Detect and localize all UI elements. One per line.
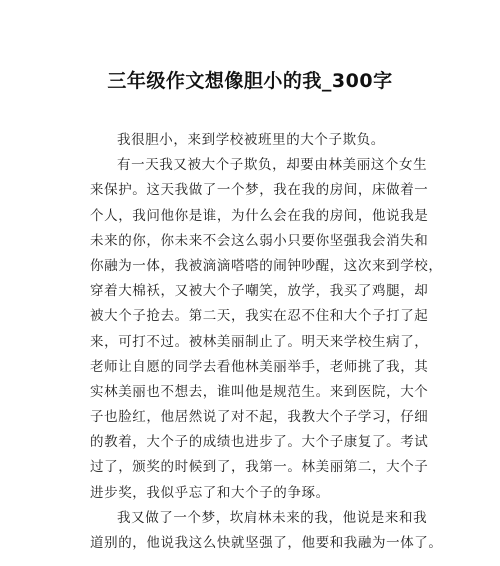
essay-line: 过了，颁奖的时候到了，我第一。林美丽第二，大个子 (90, 459, 429, 476)
essay-line: 来保护。这天我做了一个梦，我在我的房间，床做着一 (90, 182, 429, 199)
essay-line: 个人，我问他你是谁，为什么会在我的房间，他说我是 (90, 207, 429, 224)
essay-line: 你融为一体，我被滴滴嗒嗒的闹钟吵醒，这次来到学校， (90, 257, 443, 274)
essay-line: 我很胆小，来到学校被班里的大个子欺负。 (117, 132, 385, 148)
page-title: 三年级作文想像胆小的我_300字 (107, 70, 393, 92)
essay-line: 来，可打不过。被林美丽制止了。明天来学校生病了， (90, 333, 429, 350)
essay-line: 子也脸红，他居然说了对不起，我教大个子学习，仔细 (90, 409, 429, 426)
essay-line: 实林美丽也不想去，谁叫他是规范生。来到医院，大个 (90, 383, 429, 400)
essay-line: 道别的，他说我这么快就坚强了，他要和我融为一体了。 (90, 535, 443, 551)
essay-line: 未来的你，你未来不会这么弱小只要你坚强我会消失和 (90, 232, 429, 249)
essay-line: 我又做了一个梦，坎肩林未来的我，他说是来和我 (117, 509, 428, 526)
essay-line: 进步奖，我似乎忘了和大个子的争琢。 (90, 484, 330, 501)
essay-line: 被大个子抢去。第二天，我实在忍不住和大个子打了起 (90, 308, 429, 325)
essay-line: 的教着，大个子的成绩也进步了。大个子康复了。考试 (90, 434, 429, 451)
essay-line: 穿着大棉袄，又被大个子嘲笑，放学，我买了鸡腿，却 (90, 283, 429, 300)
essay-line: 有一天我又被大个子欺负，却要由林美丽这个女生 (117, 157, 428, 174)
essay-line: 老师让自愿的同学去看他林美丽举手，老师挑了我，其 (90, 358, 429, 375)
essay-body (90, 128, 443, 556)
